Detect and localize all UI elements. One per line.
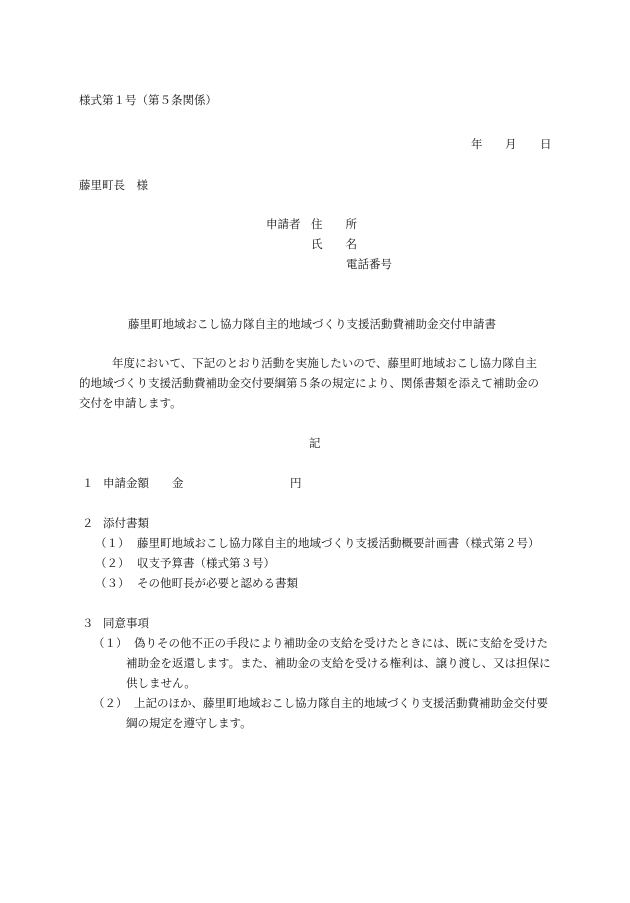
section2-item-1-num: （１） xyxy=(95,536,130,550)
section2-item-1-text: 藤里町地域おこし協力隊自主的地域づくり支援活動概要計画書（様式第２号） xyxy=(137,536,540,550)
date-year-label: 年 xyxy=(471,137,483,151)
section3-number: ３ xyxy=(82,616,94,630)
section2-item-2-text: 収支予算書（様式第３号） xyxy=(137,556,275,570)
form-number: 様式第１号（第５条関係） xyxy=(79,93,217,107)
name-label: 氏 名 xyxy=(311,237,357,251)
section1-label: 申請金額 xyxy=(103,476,149,490)
document-title: 藤里町地域おこし協力隊自主的地域づくり支援活動費補助金交付申請書 xyxy=(128,317,496,331)
date-month-label: 月 xyxy=(505,137,517,151)
address-label: 住 所 xyxy=(311,217,357,231)
section1-kin: 金 xyxy=(172,476,184,490)
section3-item-2-line-2: 綱の規定を遵守します。 xyxy=(126,716,252,730)
section3-item-2-num: （２） xyxy=(93,696,128,710)
section3-item-1-line-3: 供しません。 xyxy=(126,676,196,690)
ki-heading: 記 xyxy=(309,436,321,450)
section2-item-3-text: その他町長が必要と認める書類 xyxy=(137,576,298,590)
applicant-label: 申請者 xyxy=(266,217,301,231)
section2-label: 添付書類 xyxy=(103,516,149,530)
section2-number: ２ xyxy=(82,516,94,530)
section3-item-1-num: （１） xyxy=(93,636,128,650)
section3-item-2-line-1: 上記のほか、藤里町地域おこし協力隊自主的地域づくり支援活動費補助金交付要 xyxy=(134,696,548,710)
section1-en: 円 xyxy=(290,476,302,490)
section2-item-2-num: （２） xyxy=(95,556,130,570)
phone-label: 電話番号 xyxy=(346,257,392,271)
section3-item-1-line-1: 偽りその他不正の手段により補助金の支給を受けたときには、既に支給を受けた xyxy=(134,636,548,650)
section2-item-3-num: （３） xyxy=(95,576,130,590)
date-day-label: 日 xyxy=(540,137,552,151)
addressee: 藤里町長 様 xyxy=(79,178,148,192)
section1-number: １ xyxy=(82,476,94,490)
intro-line-3: 交付を申請します。 xyxy=(79,396,182,410)
section3-item-1-line-2: 補助金を返還します。また、補助金の支給を受ける権利は、譲り渡し、又は担保に xyxy=(126,656,551,670)
intro-line-1: 年度において、下記のとおり活動を実施したいので、藤里町地域おこし協力隊自主 xyxy=(112,356,538,370)
section3-label: 同意事項 xyxy=(103,616,149,630)
intro-line-2: 的地域づくり支援活動費補助金交付要綱第５条の規定により、関係書類を添えて補助金の xyxy=(79,376,539,390)
